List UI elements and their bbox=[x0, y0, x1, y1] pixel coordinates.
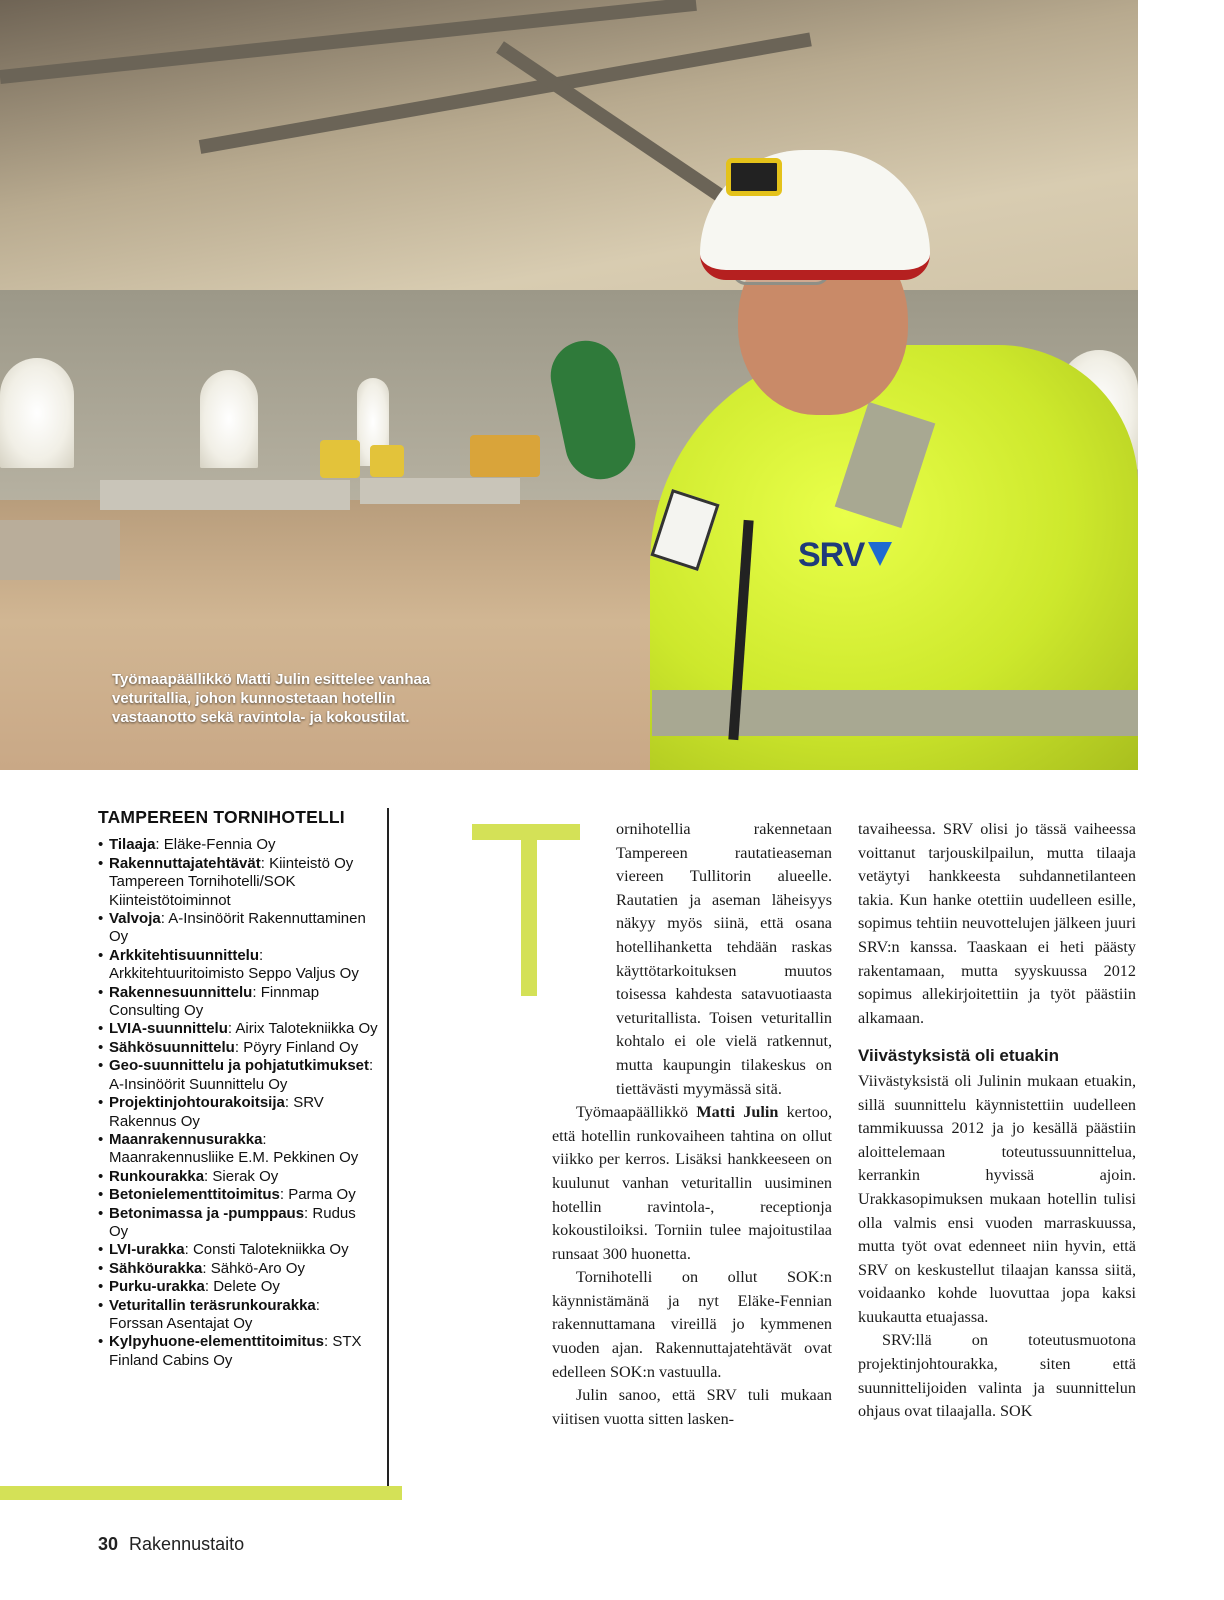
fact-value: SRV Rakennus Oy bbox=[109, 1094, 324, 1130]
fact-role: Sähköurakka bbox=[109, 1259, 203, 1277]
project-fact-box bbox=[98, 808, 378, 1370]
fact-item: • Rakennesuunnittelu: Finnmap Consulting Oy bbox=[98, 984, 378, 1021]
fact-item: • Sähköurakka: Sähkö-Aro Oy bbox=[98, 1260, 378, 1278]
fact-value: Consti Talotekniikka Oy bbox=[192, 1241, 349, 1259]
fact-role: Rakennesuunnittelu bbox=[109, 983, 253, 1001]
fact-item: • Betonimassa ja -pumppaus: Rudus Oy bbox=[98, 1205, 378, 1242]
fact-role: Betonimassa ja -pumppaus bbox=[109, 1204, 305, 1222]
fact-item: • Kylpyhuone-elementtitoimitus: STX Finland Cabins Oy bbox=[98, 1333, 378, 1370]
article-paragraph-4: Julin sanoo, että SRV tuli mukaan viitisen vuotta sitten lasken- bbox=[552, 1386, 832, 1428]
ceiling bbox=[0, 0, 1138, 330]
fact-value: Sierak Oy bbox=[212, 1167, 279, 1185]
fact-item: • Veturitallin teräsrunkourakka: Forssan Asentajat Oy bbox=[98, 1297, 378, 1334]
fact-role: Arkkitehtisuunnittelu bbox=[109, 946, 260, 964]
fact-role: LVI-urakka bbox=[109, 1241, 185, 1259]
photo-caption: Työmaapäällikkö Matti Julin esittelee vanhaa veturitallia, johon kunnostetaan hotellin vastaanotto sekä ravintola- ja kokoustilat. bbox=[112, 671, 431, 726]
fact-role: Sähkösuunnittelu bbox=[109, 1038, 235, 1056]
fact-item: • Runkourakka: Sierak Oy bbox=[98, 1168, 378, 1186]
fact-role: Runkourakka bbox=[109, 1167, 205, 1185]
fact-role: Valvoja bbox=[109, 910, 161, 928]
fact-role: Maanrakennusurakka bbox=[109, 1130, 263, 1148]
fact-value: Rudus Oy bbox=[109, 1204, 356, 1240]
person-name: Matti Julin bbox=[696, 1103, 779, 1122]
fact-role: Geo-suunnittelu ja pohjatutkimukset bbox=[109, 1057, 370, 1075]
fact-item: • Maanrakennusurakka: Maanrakennusliike E.M. Pekkinen Oy bbox=[98, 1131, 378, 1168]
fact-value: Maanrakennusliike E.M. Pekkinen Oy bbox=[109, 1149, 359, 1167]
fact-item: • Tilaaja: Eläke-Fennia Oy bbox=[98, 836, 378, 854]
fact-value: Eläke-Fennia Oy bbox=[163, 836, 276, 854]
fact-value: Airix Talotekniikka Oy bbox=[235, 1020, 378, 1038]
srv-logo: SRV bbox=[798, 536, 865, 574]
material-sack bbox=[320, 440, 360, 478]
article-subheading: Viivästyksistä oli etuakin bbox=[858, 1046, 1059, 1066]
fact-value: Pöyry Finland Oy bbox=[243, 1038, 359, 1056]
fact-item: • Purku-urakka: Delete Oy bbox=[98, 1278, 378, 1296]
fact-role: Projektinjohtourakoitsija bbox=[109, 1094, 285, 1112]
fact-value: Forssan Asentajat Oy bbox=[109, 1314, 253, 1332]
publication-name: Rakennustaito bbox=[129, 1534, 245, 1554]
fact-list bbox=[98, 836, 378, 1370]
material-sack bbox=[370, 445, 404, 477]
fact-item: • Rakennuttajatehtävät: Kiinteistö Oy Tampereen Tornihotelli/SOK Kiinteistötoiminnot bbox=[98, 855, 378, 910]
fact-value: A-Insinöörit Suunnittelu Oy bbox=[109, 1075, 288, 1093]
fact-item: • Geo-suunnittelu ja pohjatutkimukset: A-Insinöörit Suunnittelu Oy bbox=[98, 1057, 378, 1094]
accent-bar bbox=[0, 1486, 402, 1500]
fact-value: Parma Oy bbox=[288, 1186, 356, 1204]
dropcap-stem bbox=[521, 824, 537, 996]
fact-item: • Sähkösuunnittelu: Pöyry Finland Oy bbox=[98, 1039, 378, 1057]
fact-role: Purku-urakka bbox=[109, 1278, 205, 1296]
fact-item: • LVI-urakka: Consti Talotekniikka Oy bbox=[98, 1241, 378, 1259]
page-footer bbox=[98, 1534, 244, 1555]
fact-role: Tilaaja bbox=[109, 836, 156, 854]
fact-item: • Projektinjohtourakoitsija: SRV Rakennus Oy bbox=[98, 1094, 378, 1131]
fact-item: • Betonielementtitoimitus: Parma Oy bbox=[98, 1186, 378, 1204]
column-divider bbox=[387, 808, 389, 1486]
article-paragraph-6: Viivästyksistä oli Julinin mukaan etuakin, sillä suunnittelu käynnistettiin uudelleen tammikuussa 2012 ja jo kesällä päästiin aloittelemaan toteutussuunnittelua, kerrankin hyvissä ajoin. Urakkasopimuksen mukaan hotellin tulisi olla valmis ensi vuoden marraskuussa, mutta työt ovat edenneet niin hyvin, että SRV on keskustellut tilaajan kanssa siitä, voidaanko kohde luovuttaa jopa kaksi kuukautta etuajassa. bbox=[858, 1071, 1136, 1326]
helmet-lamp bbox=[726, 158, 782, 196]
fact-value: Finnmap Consulting Oy bbox=[109, 983, 320, 1020]
article-column-1 bbox=[552, 818, 832, 1431]
hero-photo bbox=[0, 0, 1138, 770]
lift-machine bbox=[470, 435, 540, 477]
fact-role: LVIA-suunnittelu bbox=[109, 1020, 228, 1038]
fact-value: Kiinteistö Oy Tampereen Tornihotelli/SOK Kiinteistötoiminnot bbox=[109, 854, 354, 909]
reflective-stripe bbox=[652, 690, 1138, 736]
fact-item: • Valvoja: A-Insinöörit Rakennuttaminen Oy bbox=[98, 910, 378, 947]
article-paragraph-1: ornihotellia rakennetaan Tampereen rautatieaseman viereen Tullitorin alueelle. Rautatien ja aseman läheisyys näkyy myös siinä, että osana hotellihanketta tehdään raskas käyttötarkoituksen muutos toisessa kahdesta satavuotiaasta veturitallista. Toisen veturitallin kohtalo ei ole vielä ratkennut, mutta kaupungin tilakeskus on tiettävästi myymässä sitä. bbox=[616, 820, 832, 1098]
fact-value: A-Insinöörit Rakennuttaminen Oy bbox=[109, 910, 366, 946]
fact-role: Kylpyhuone-elementtitoimitus bbox=[109, 1333, 325, 1351]
hall-window bbox=[0, 358, 74, 468]
fact-box-title: TAMPEREEN TORNIHOTELLI bbox=[98, 807, 345, 827]
fact-role: Veturitallin teräsrunkourakka bbox=[109, 1296, 316, 1314]
fact-item: • Arkkitehtisuunnittelu: Arkkitehtuuritoimisto Seppo Valjus Oy bbox=[98, 947, 378, 984]
article-paragraph-2: Työmaapäällikkö Matti Julin kertoo, että hotellin runkovaiheen tahtina on ollut viikko per kerros. Lisäksi hankkeeseen on kuulunut vanhan veturitallin uusiminen hotellin ravintola-, receptionja kokoustiloiksi. Torniin tulee majoitustilaa runsaat 300 huonetta. bbox=[552, 1103, 832, 1263]
srv-logo-triangle-icon bbox=[868, 542, 892, 566]
fact-value: Sähkö-Aro Oy bbox=[210, 1259, 305, 1277]
article-paragraph-7: SRV:llä on toteutusmuotona projektinjohtourakka, siten että suunnittelijoiden valinta ja suunnittelun ohjaus ovat tilaajalla. SOK bbox=[858, 1331, 1136, 1421]
fact-value: Delete Oy bbox=[213, 1278, 280, 1296]
material-pallet bbox=[0, 520, 120, 580]
material-pallet bbox=[360, 478, 520, 504]
material-pallet bbox=[100, 480, 350, 510]
fact-item: • LVIA-suunnittelu: Airix Talotekniikka Oy bbox=[98, 1020, 378, 1038]
page-number: 30 bbox=[98, 1534, 119, 1554]
article-paragraph-3: Tornihotelli on ollut SOK:n käynnistämänä ja nyt Eläke-Fennian rakennuttamana vireillä jo kymmenen vuoden ajan. Rakennuttajatehtävät ovat edelleen SOK:n vastuulla. bbox=[552, 1268, 832, 1381]
article-paragraph-5: tavaiheessa. SRV olisi jo tässä vaiheessa voittanut tarjouskilpailun, mutta tilaaja vetäytyi hankkeesta suhdannetilanteen takia. Kun hanke otettiin uudelleen esille, sopimus tehtiin neuvottelujen jälkeen juuri SRV:n kanssa. Taaskaan ei heti päästy rakentamaan, mutta syyskuussa 2012 sopimus allekirjoitettiin ja työt päästiin alkamaan. bbox=[858, 820, 1136, 1027]
fact-role: Betonielementtitoimitus bbox=[109, 1186, 280, 1204]
fact-role: Rakennuttajatehtävät bbox=[109, 854, 261, 872]
hall-window bbox=[200, 370, 258, 468]
fact-value: Arkkitehtuuritoimisto Seppo Valjus Oy bbox=[109, 965, 359, 983]
fact-value: STX Finland Cabins Oy bbox=[109, 1333, 362, 1369]
article-column-2 bbox=[858, 818, 1136, 1424]
